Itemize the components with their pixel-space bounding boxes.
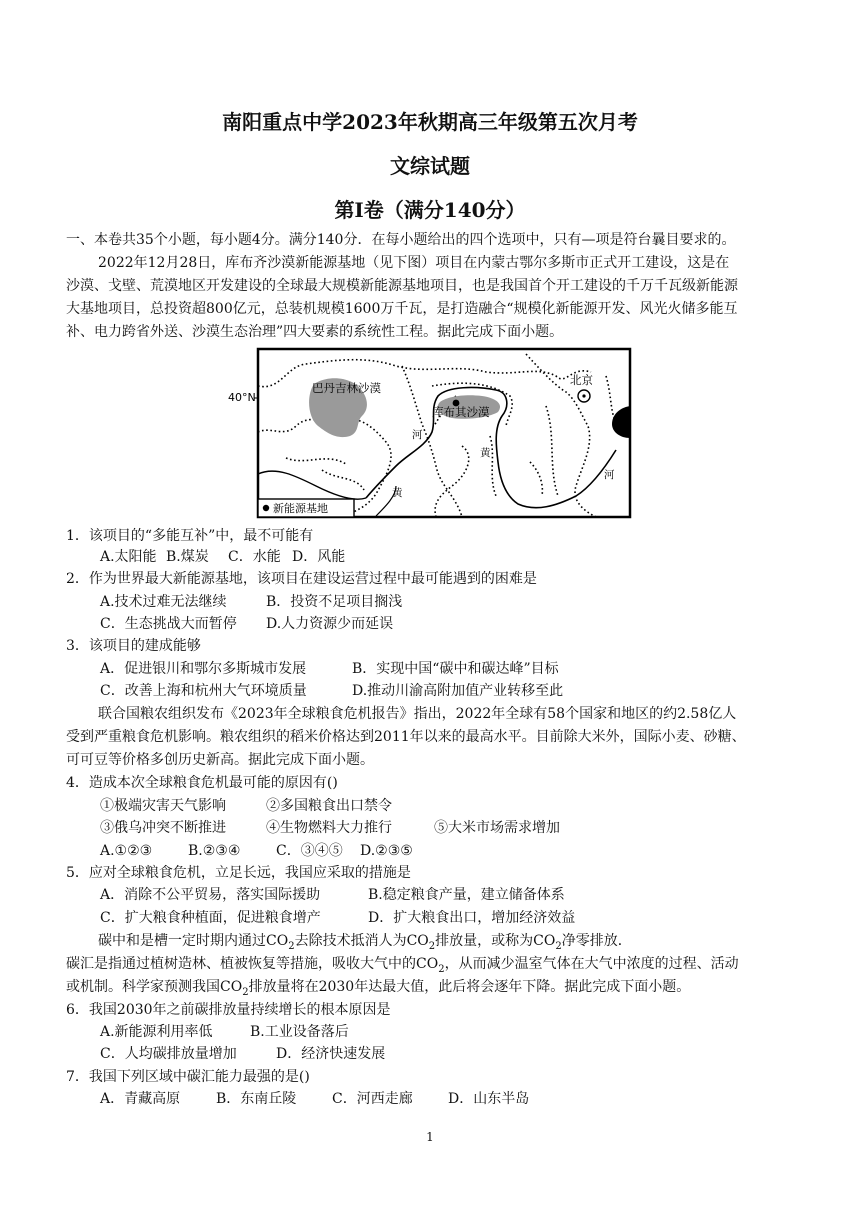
- question-4-options: [100, 841, 413, 861]
- question-2-options: [100, 592, 402, 612]
- question-6-stem: 6．我国2030年之前碳排放量持续增长的根本原因是: [66, 1002, 391, 1018]
- page-number: 1: [426, 1130, 434, 1144]
- option: D.②③⑤: [360, 843, 413, 859]
- question-7-stem: 7．我国下列区域中碳汇能力最强的是(): [66, 1069, 310, 1085]
- option: A.新能源利用率低: [100, 1024, 213, 1040]
- option: D.人力资源少而延误: [266, 616, 394, 632]
- option: C．生态挑战大而暂停: [100, 616, 237, 632]
- question-3-options: [100, 681, 563, 701]
- passage1-line: 2022年12月28日，库布齐沙漠新能源基地（见下图）项目在内蒙古鄂尔多斯市正式开工建设，这是在: [98, 255, 730, 271]
- exam-subtitle: 文综试题: [390, 154, 470, 178]
- passage3-line: 碳汇是指通过植树造林、植被恢复等措施，吸收大气中的$CO_2$，从而减少温室气体在大气中浓度的过程、活动: [66, 956, 739, 975]
- option: B.工业设备落后: [250, 1024, 349, 1040]
- question-7-options: [100, 1089, 529, 1109]
- legend-label: 新能源基地: [273, 502, 328, 515]
- option: A．消除不公平贸易，落实国际援助: [100, 887, 321, 903]
- beijing-label: 北京: [570, 373, 593, 387]
- option: C．③④⑤: [276, 843, 343, 859]
- option: A.①②③: [100, 843, 153, 859]
- passage1-line: 大基地项目，总投资超800亿元，总装机规模1600万千瓦，是打造融合“规模化新能源开发、风光火储多能互: [66, 301, 738, 317]
- passage1-line: 补、电力跨省外送、沙漠生态治理”四大要素的系统性工程。据此完成下面小题。: [66, 324, 564, 340]
- item: ⑤大米市场需求增加: [434, 820, 560, 836]
- question-5-stem: 5．应对全球粮食危机，立足长远，我国应采取的措施是: [66, 865, 411, 881]
- question-4-items: [100, 818, 560, 838]
- option: C．改善上海和杭州大气环境质量: [100, 683, 307, 699]
- question-2-options: [100, 614, 393, 634]
- item: ②多国粮食出口禁令: [266, 798, 392, 814]
- option: C．扩大粮食种植面，促进粮食增产: [100, 910, 321, 926]
- option: B．东南丘陵: [216, 1091, 297, 1107]
- river-label: 河: [604, 469, 615, 481]
- item: ①极端灾害天气影响: [100, 798, 226, 814]
- question-3-options: [100, 659, 559, 679]
- option: A.太阳能: [100, 549, 157, 565]
- passage2-line: 联合国粮农组织发布《2023年全球粮食危机报告》指出，2022年全球有58个国家和地区的约2.58亿人: [98, 706, 737, 722]
- question-2-stem: 2．作为世界最大新能源基地，该项目在建设运营过程中最可能遇到的困难是: [66, 571, 537, 587]
- river-label: 河: [412, 429, 423, 441]
- option: B.煤炭: [166, 549, 209, 565]
- passage2-line: 可可豆等价格多创历史新高。据此完成下面小题。: [66, 752, 374, 768]
- exam-title: 南阳重点中学2023年秋期高三年级第五次月考: [222, 110, 638, 134]
- option: C．水能: [228, 549, 281, 565]
- question-6-options: [100, 1022, 349, 1042]
- option: C．河西走廊: [332, 1091, 413, 1107]
- question-1-options: [100, 547, 345, 567]
- kubuqi-label: 库布其沙漠: [432, 405, 490, 419]
- option: B．投资不足项目搁浅: [266, 594, 403, 610]
- question-6-options: [100, 1044, 385, 1064]
- coast-shape: [612, 406, 630, 438]
- question-5-options: [100, 885, 565, 905]
- river-label: 黄: [480, 447, 491, 459]
- option: B.②③④: [188, 843, 241, 859]
- option: D．经济快速发展: [276, 1046, 386, 1062]
- badain-jaran-label: 巴丹吉林沙漠: [312, 381, 381, 395]
- question-5-options: [100, 908, 575, 928]
- option: D.推动川渝高附加值产业转移至此: [352, 683, 564, 699]
- option: D．风能: [292, 549, 346, 565]
- kubuqi-map: [226, 346, 634, 522]
- latitude-label: 40°N: [228, 391, 256, 404]
- passage3-line: 碳中和是槽一定时期内通过$CO_2$去除技术抵消人为$CO_2$排放量，或称为$CO_2$净零排放．: [98, 933, 632, 952]
- section-heading: 第Ⅰ卷（满分140分）: [334, 198, 526, 222]
- item: ③俄乌冲突不断推进: [100, 820, 226, 836]
- option: A．青藏高原: [100, 1091, 181, 1107]
- question-4-items: [100, 796, 392, 816]
- option: B．实现中国“碳中和碳达峰”目标: [352, 661, 559, 677]
- province-boundaries: [258, 354, 618, 517]
- option: B.稳定粮食产量，建立储备体系: [368, 887, 565, 903]
- option: D．山东半岛: [448, 1091, 530, 1107]
- question-3-stem: 3．该项目的建成能够: [66, 638, 201, 654]
- passage1-line: 沙漠、戈壁、荒漠地区开发建设的全球最大规模新能源基地项目，也是我国首个开工建设的千万千瓦级新能源: [66, 278, 738, 294]
- river-tributary: [258, 471, 366, 499]
- option: A.技术过难无法继续: [100, 594, 227, 610]
- passage3-line: 或机制。科学家预测我国$CO_2$排放量将在2030年达最大值，此后将会逐年下降。据此完成下面小题。: [66, 979, 691, 998]
- question-4-stem: 4．造成本次全球粮食危机最可能的原因有(): [66, 775, 338, 791]
- question-1-stem: 1．该项目的“多能互补”中，最不可能有: [66, 528, 314, 544]
- river-label: 黄: [392, 487, 403, 499]
- item: ④生物燃料大力推行: [266, 820, 392, 836]
- instructions: 一、本卷共35个小题，每小题4分。满分140分．在每小题给出的四个选项中，只有—项是符台曩目要求的。: [66, 232, 736, 248]
- option: C．人均碳排放量增加: [100, 1046, 237, 1062]
- option: D．扩大粮食出口，增加经济效益: [368, 910, 576, 926]
- passage2-line: 受到严重粮食危机影响。粮农组织的稻米价格达到2011年以来的最高水平。目前除大米外，国际小麦、砂糖、: [66, 729, 746, 745]
- option: A．促进银川和鄂尔多斯城市发展: [100, 661, 307, 677]
